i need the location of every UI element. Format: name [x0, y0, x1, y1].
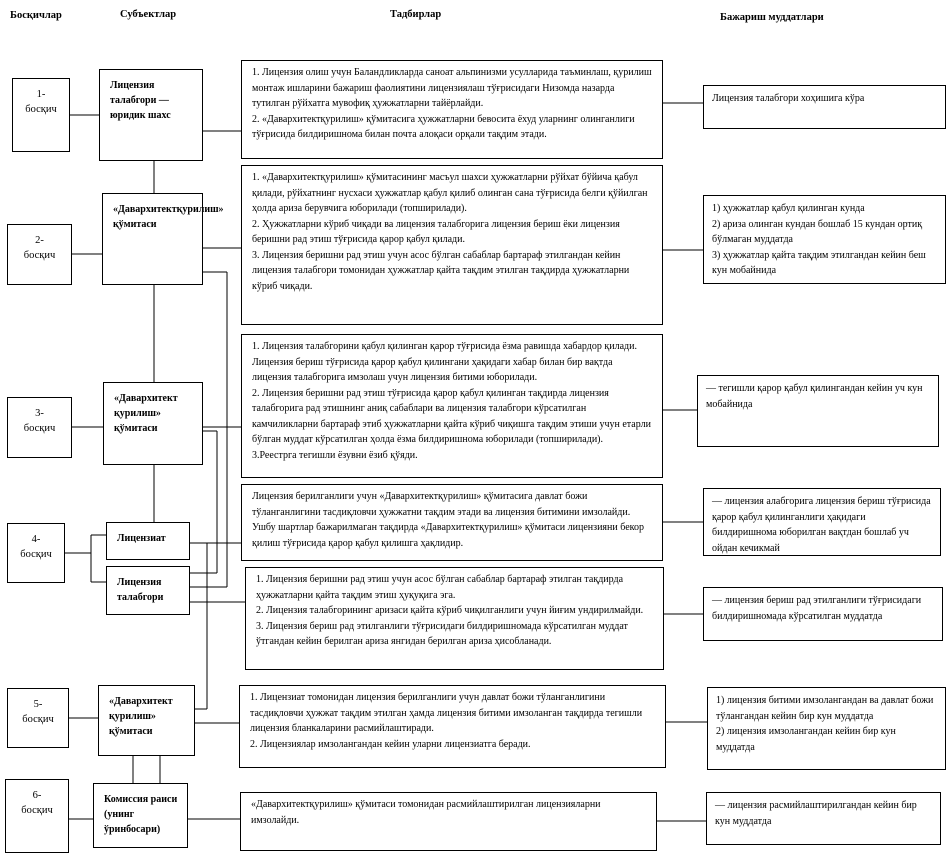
subject-committee-stage-2: «Даварxитектқурилиш» қўмитаси [102, 193, 203, 285]
term-item: — лицензия алабгорига лицензия бериш тўғрисида қарор қабул қилинганлиги ҳақидаги билдиришнома юборилган вақтдан бошлаб уч ойдан кечикмай [712, 496, 931, 554]
action-item: 2. Ҳужжатларни кўриб чиқади ва лицензия талабгорига лицензия бериш ёки лицензия беришни рад этиш тўғрисида қарор қабул қилади. [252, 218, 620, 245]
stage-5-box: 5- босқич [7, 688, 69, 748]
action-item: 2. Лицензия беришни рад этиш тўғрисида қарор қабул қилинган тақдирда лицензия талабгорига рад этишнинг аниқ сабаблари ва лицензия талабгори кўрсатилган камчиликларни бартараф этиб ҳужжатларни қайта кўриб чиқишга тақдим этиши учун етарли бўлган муддат кўрсатилган ҳолда ёзма билдиришнома юборилади (топширилади). [252, 387, 651, 445]
subject-license-applicant: Лицензия талабгори [106, 566, 190, 615]
term-item: 3) ҳужжатлар қайта тақдим этилгандан кейин беш кун мобайнида [712, 249, 926, 276]
term-box-4 [703, 488, 941, 556]
action-item: 3. Лицензия беришни рад этиш учун асос бўлган сабаблар бартараф этилгандан кейин лицензия талабгори томонидан ҳужжатлар қайта тақдим этилган тақдирда ҳужжатларни кўриб чиқади. [252, 249, 630, 292]
action-item: 1. «Даварxитектқурилиш» қўмитасининг масъул шахси ҳужжатларни рўйхат бўйича қабул қилади, рўйхатнинг нусхаси ҳужжатлар қабул қилиб олинган сана тўғрисида белги қўйилган ҳолда ариза берувчига юборилади (топширилади). [252, 172, 648, 214]
action-item: 1. Лицензия олиш учун Баландликларда саноат альпинизми усулларида таъминлаш, қурилиш монтаж ишларини бажариш фаолиятини лицензиялаш тўғрисидаги Низомда назарда тутилган рўйхатга мувофиқ ҳужжатларни тайёрлайди. [252, 67, 652, 109]
term-item: — лицензия бериш рад этилганлиги тўғрисидаги билдиришномада кўрсатилган муддатда [712, 595, 922, 622]
action-item: Лицензия берилганлиги учун «Даварxитектқурилиш» қўмитасига давлат божи тўланганлигини тасдиқловчи ҳужжатни тақдим этади ва лицензия битимини имзолайди. Ушбу шартлар бажарилмаган тақдирда «Даварxитектқурилиш» қўмитаси лицензияни бекор қилиш тўғрисида қарор қабул қилишга ҳақлидир. [252, 491, 644, 549]
action-box-6 [239, 685, 666, 768]
term-box-1 [703, 85, 946, 129]
stage-4-box: 4- босқич [7, 523, 65, 583]
action-item: 1. Лицензия талабгорини қабул қилинган қарор тўғрисида ёзма равишда хабардор қилади. Лицензия бериш тўғрисида қарор қабул қилингани ҳақидаги хабар билан бир вақтда лицензия талабгорига имзолаш учун лицензия битими юборилади. [252, 341, 637, 383]
stage-1-box: 1- босқич [12, 78, 70, 152]
action-item: 2. «Даварxитектқурилиш» қўмитасига ҳужжатларни бевосита ёхуд уларнинг олинганлиги тўғрисида билдиришнома билан почта алоқаси орқали тақдим этади. [252, 113, 635, 140]
term-box-2 [703, 195, 946, 284]
term-box-7 [706, 792, 941, 845]
term-item: 1) лицензия битими имзолангандан ва давлат божи тўлангандан кейин бир кун муддатда [716, 695, 934, 722]
term-box-3 [697, 375, 939, 447]
action-box-1 [241, 60, 663, 159]
header-terms: Бажариш муддатлари [720, 12, 824, 23]
action-item: 1. Лицензия беришни рад этиш учун асос бўлган сабаблар бартараф этилган тақдирда ҳужжатларни қайта тақдим этиш ҳуқуқига эга. [256, 574, 624, 601]
subject-license-applicant-legal-entity: Лицензия талабгори — юридик шахс [99, 69, 203, 161]
term-item: 2) ариза олинган кундан бошлаб 15 кундан ортиқ бўлмаган муддатда [712, 218, 923, 245]
stage-2-box: 2- босқич [7, 224, 72, 285]
stage-6-box: 6- босқич [5, 779, 69, 853]
action-box-3 [241, 334, 663, 478]
subject-committee-stage-3: «Даварxитект қурилиш» қўмитаси [103, 382, 203, 465]
action-item: «Даварxитектқурилиш» қўмитаси томонидан расмийлаштирилган лицензияларни имзолайди. [251, 799, 601, 826]
term-item: — тегишли қарор қабул қилингандан кейин уч кун мобайнида [706, 383, 923, 410]
action-box-7 [240, 792, 657, 851]
action-item: 2. Лицензиялар имзолангандан кейин уларни лицензиатга беради. [250, 738, 531, 750]
action-item: 3.Реестрга тегишли ёзувни ёзиб қўяди. [252, 449, 418, 461]
header-subjects: Субъектлар [120, 9, 177, 20]
action-item: 3. Лицензия бериш рад этилганлиги тўғрисидаги билдиришномада кўрсатилган муддат ўтгандан кейин берилган ариза янгидан берилган ариза ҳисобланади. [256, 620, 628, 647]
term-box-5 [703, 587, 943, 641]
action-item: 2. Лицензия талабгорининг аризаси қайта кўриб чиқилганлиги учун йиғим ундирилмайди. [256, 605, 644, 616]
term-item: — лицензия расмийлаштирилгандан кейин бир кун муддатда [715, 800, 917, 827]
term-item: 1) ҳужжатлар қабул қилинган кунда [712, 203, 865, 214]
subject-committee-stage-5: «Даварxитект қурилиш» қўмитаси [98, 685, 195, 756]
term-item: Лицензия талабгори хоҳишига кўра [712, 93, 865, 104]
header-actions: Тадбирлар [390, 9, 442, 20]
action-box-5 [245, 567, 664, 670]
subject-licensee: Лицензиат [106, 522, 190, 560]
action-item: 1. Лицензиат томонидан лицензия берилганлиги учун давлат божи тўланганлигини тасдиқловчи ҳужжат тақдим этилган ҳамда лицензия битими имзоланган тақдирда тегишли лицензия бланкаларини расмийлаштиради. [250, 692, 643, 734]
subject-commission-chair: Комиссия раиси (унинг ўринбосари) [93, 783, 188, 848]
stage-3-box: 3- босқич [7, 397, 72, 458]
action-box-4 [241, 484, 663, 561]
term-item: 2) лицензия имзолангандан кейин бир кун муддатда [716, 726, 896, 753]
term-box-6 [707, 687, 946, 770]
action-box-2 [241, 165, 663, 325]
header-stages: Босқичлар [10, 10, 62, 21]
